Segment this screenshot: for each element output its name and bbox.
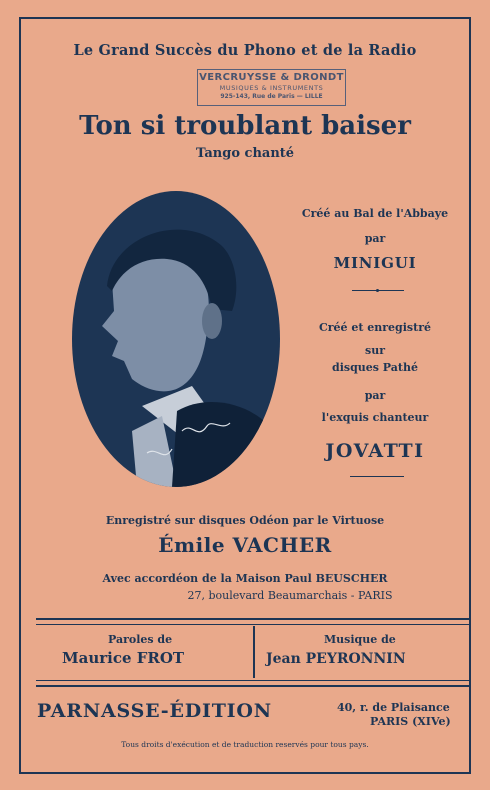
lyricist-name: Maurice FROT (62, 649, 185, 667)
rights-notice: Tous droits d'exécution et de traduction reservés pour tous pays. (121, 740, 369, 749)
par-2: par (364, 389, 386, 402)
odeon-line: Enregistré sur disques Odéon par le Virtuose (105, 514, 385, 527)
singer-name: JOVATTI (325, 440, 425, 462)
singer-portrait (72, 191, 280, 487)
divider-2 (350, 476, 404, 477)
song-title: Ton si troublant baiser (79, 111, 411, 141)
music-label: Musique de (324, 633, 396, 646)
rule-top (36, 618, 469, 620)
stamp-line-2: MUSIQUES & INSTRUMENTS (219, 84, 324, 92)
publisher-address-1: 40, r. de Plaisance (337, 701, 450, 714)
rule-vertical (253, 626, 255, 678)
virtuoso-name: Émile VACHER (158, 533, 332, 557)
rule-top-thin (36, 624, 469, 625)
sur-text: sur (365, 344, 385, 357)
singer-intro: l'exquis chanteur (321, 411, 429, 424)
publisher-name: PARNASSE-ÉDITION (37, 700, 272, 722)
dealer-stamp (197, 69, 346, 106)
record-label: disques Pathé (332, 361, 418, 374)
headline: Le Grand Succès du Phono et de la Radio (73, 42, 417, 59)
address-line: 27, boulevard Beaumarchais - PARIS (187, 589, 393, 602)
lyrics-label: Paroles de (108, 633, 173, 646)
stamp-line-1: VERCRUYSSE & DRONDT (199, 72, 344, 83)
composer-name: Jean PEYRONNIN (266, 651, 406, 667)
rule-bottom (36, 685, 469, 687)
accordion-line: Avec accordéon de la Maison Paul BEUSCHER (102, 572, 388, 585)
publisher-address-2: PARIS (XIVe) (370, 715, 451, 728)
song-subtitle: Tango chanté (195, 146, 295, 161)
par-1: par (364, 232, 386, 245)
rule-bottom-thin (36, 680, 469, 681)
stamp-line-3: 925-143, Rue de Paris — LILLE (220, 93, 323, 100)
divider-dot (376, 289, 379, 292)
created-at: Créé au Bal de l'Abbaye (301, 207, 449, 220)
recorded-text: Créé et enregistré (318, 321, 431, 334)
creator-name: MINIGUI (333, 254, 417, 272)
